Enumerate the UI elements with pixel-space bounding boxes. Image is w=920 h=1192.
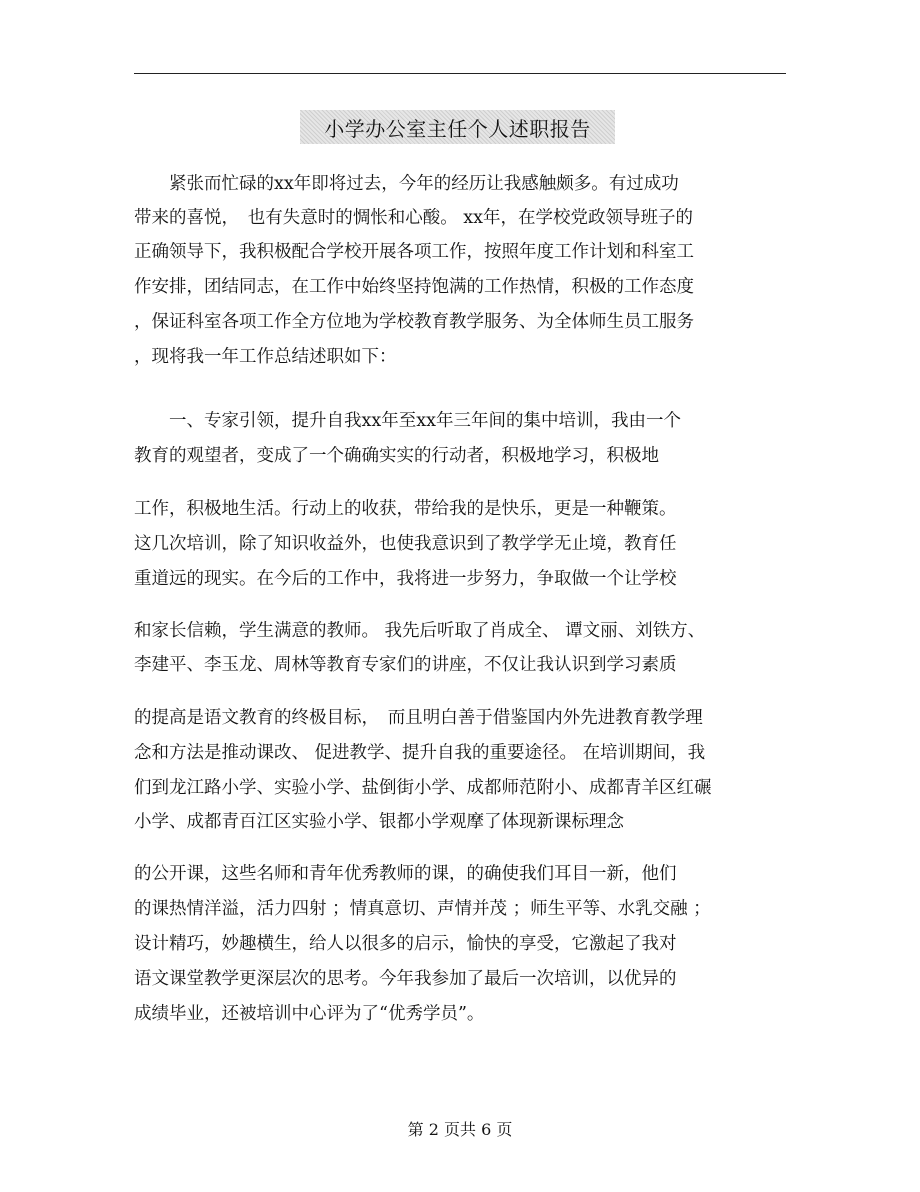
text-line: 这几次培训，除了知识收益外，也使我意识到了教学学无止境，教育任 bbox=[134, 534, 677, 554]
text-line: 语文课堂教学更深层次的思考。今年我参加了最后一次培训，以优异的 bbox=[134, 969, 677, 989]
header-rule bbox=[134, 73, 786, 74]
text-line: 和家长信赖，学生满意的教师。 我先后听取了肖成全、 谭文丽、刘铁方、 bbox=[134, 621, 706, 641]
document-title: 小学办公室主任个人述职报告 bbox=[324, 116, 591, 141]
text-line: 们到龙江路小学、实验小学、盐倒街小学、成都师范附小、成都青羊区红碾 bbox=[134, 778, 712, 798]
page-number: 第 2 页共 6 页 bbox=[407, 1120, 513, 1139]
text-line: 作安排，团结同志，在工作中始终坚持饱满的工作热情，积极的工作态度 bbox=[134, 277, 694, 297]
text-line: 紧张而忙碌的xx年即将过去，今年的经历让我感触颇多。有过成功 bbox=[134, 174, 679, 194]
text-line: 的公开课，这些名师和青年优秀教师的课，的确使我们耳目一新，他们 bbox=[134, 864, 677, 884]
text-line: 带来的喜悦， 也有失意时的惆怅和心酸。 xx年，在学校党政领导班子的 bbox=[134, 208, 694, 228]
text-line: 成绩毕业，还被培训中心评为了“优秀学员”。 bbox=[134, 1004, 485, 1024]
text-line: 教育的观望者，变成了一个确确实实的行动者，积极地学习，积极地 bbox=[134, 446, 659, 466]
text-line: 念和方法是推动课改、 促进教学、提升自我的重要途径。 在培训期间，我 bbox=[134, 743, 706, 763]
text-line: 李建平、李玉龙、周林等教育专家们的讲座，不仅让我认识到学习素质 bbox=[134, 655, 677, 675]
text-line: 工作，积极地生活。行动上的收获，带给我的是快乐，更是一种鞭策。 bbox=[134, 499, 677, 519]
title-banner bbox=[300, 110, 615, 144]
text-line: 一、专家引领，提升自我xx年至xx年三年间的集中培训，我由一个 bbox=[134, 411, 681, 431]
text-line: ，保证科室各项工作全方位地为学校教育教学服务、为全体师生员工服务 bbox=[134, 312, 694, 332]
text-line: 小学、成都青百江区实验小学、银都小学观摩了体现新课标理念 bbox=[134, 812, 624, 832]
text-line: 重道远的现实。在今后的工作中，我将进一步努力，争取做一个让学校 bbox=[134, 569, 677, 589]
text-line: 的课热情洋溢，活力四射 ；情真意切、声情并茂 ；师生平等、水乳交融 ； bbox=[134, 899, 711, 919]
text-line: 的提高是语文教育的终极目标， 而且明白善于借鉴国内外先进教育教学理 bbox=[134, 708, 703, 728]
text-line: 正确领导下，我积极配合学校开展各项工作，按照年度工作计划和科室工 bbox=[134, 242, 694, 262]
text-line: 设计精巧，妙趣横生，给人以很多的启示，愉快的享受，它激起了我对 bbox=[134, 934, 677, 954]
text-line: ，现将我一年工作总结述职如下： bbox=[134, 347, 397, 367]
